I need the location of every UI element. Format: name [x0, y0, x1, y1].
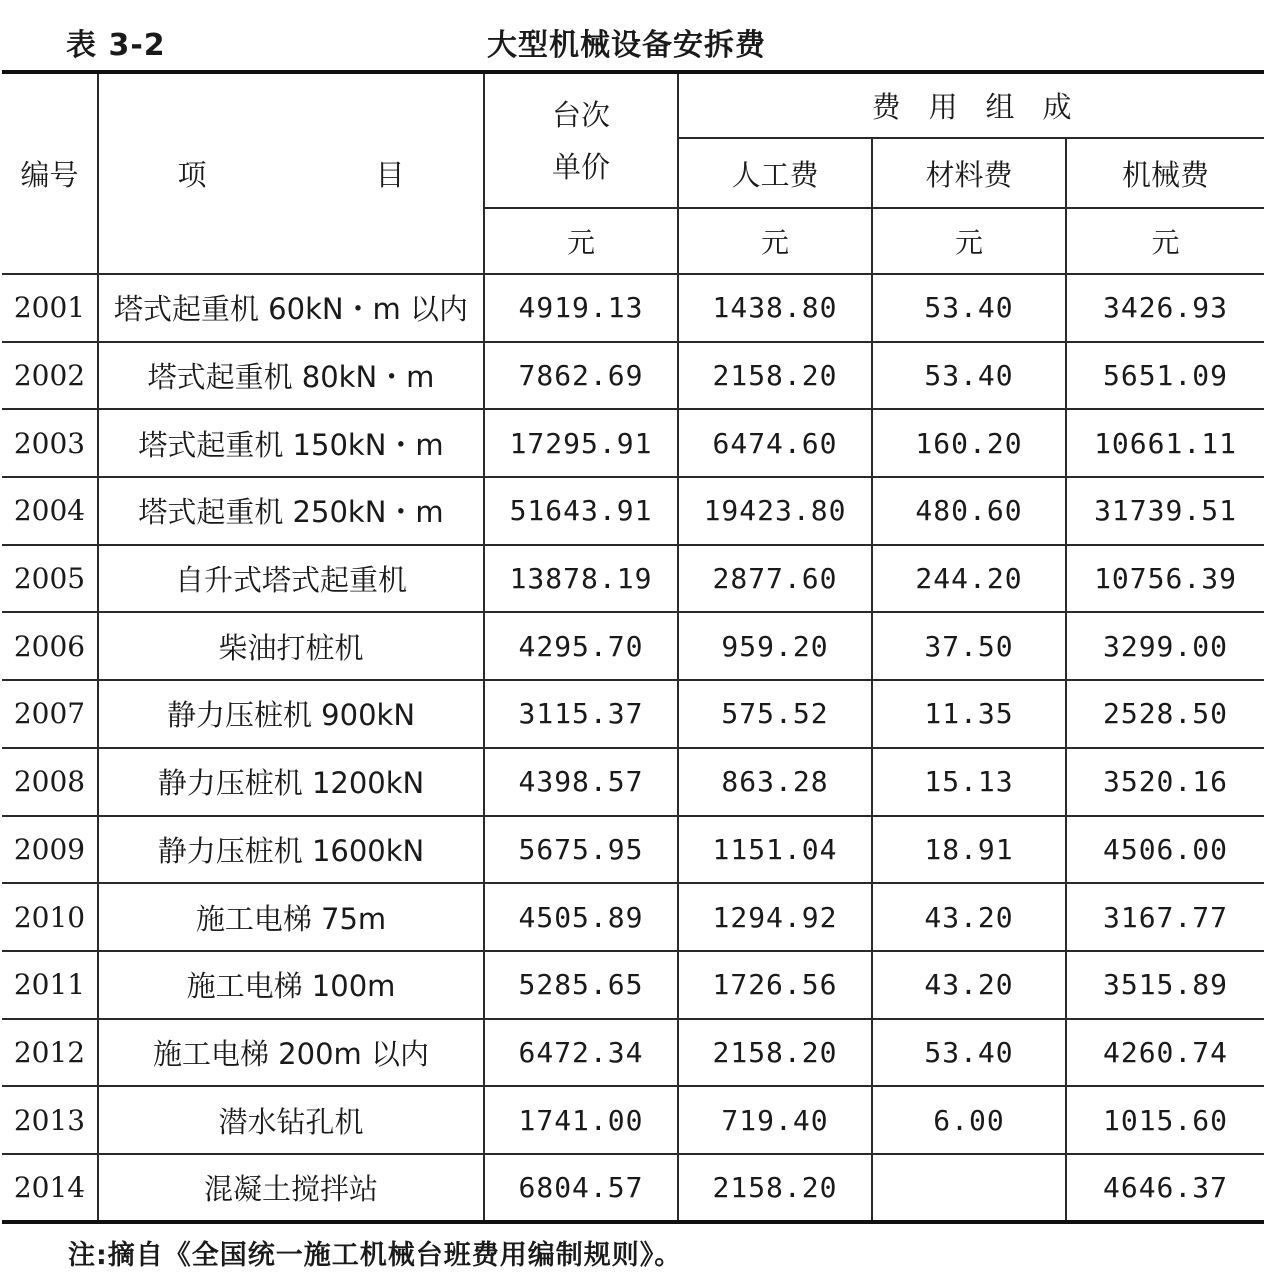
cell-item: 柴油打桩机: [98, 612, 484, 680]
cell-machinery: 3515.89: [1066, 951, 1264, 1019]
cell-machinery: 5651.09: [1066, 342, 1264, 410]
cell-material: 37.50: [872, 612, 1066, 680]
cell-item: 塔式起重机 60kN・m 以内: [98, 274, 484, 342]
cell-unit-price: 7862.69: [484, 342, 678, 410]
table-row: [2, 545, 1264, 613]
cell-labor: 2158.20: [678, 1154, 872, 1222]
table-row: [2, 409, 1264, 477]
cell-labor: 2158.20: [678, 1019, 872, 1087]
cell-material: 480.60: [872, 477, 1066, 545]
cell-unit-price: 13878.19: [484, 545, 678, 613]
cell-unit-price: 4919.13: [484, 274, 678, 342]
table-title: 大型机械设备安拆费: [487, 28, 766, 63]
header-item: 项 目: [98, 72, 484, 274]
cell-item: 塔式起重机 80kN・m: [98, 342, 484, 410]
cell-labor: 1726.56: [678, 951, 872, 1019]
cell-item: 静力压桩机 1200kN: [98, 748, 484, 816]
cell-material: 11.35: [872, 680, 1066, 748]
cell-machinery: 3167.77: [1066, 883, 1264, 951]
cell-labor: 2877.60: [678, 545, 872, 613]
cell-machinery: 3426.93: [1066, 274, 1264, 342]
cell-machinery: 4260.74: [1066, 1019, 1264, 1087]
cell-unit-price: 5285.65: [484, 951, 678, 1019]
cell-item: 施工电梯 75m: [98, 883, 484, 951]
cell-item: 施工电梯 100m: [98, 951, 484, 1019]
cell-labor: 1294.92: [678, 883, 872, 951]
cell-machinery: 4506.00: [1066, 816, 1264, 884]
table-row: [2, 951, 1264, 1019]
cell-material: 53.40: [872, 342, 1066, 410]
table-row: [2, 1086, 1264, 1154]
header-unit-price-line2: 单价: [551, 149, 610, 184]
table-row: [2, 1019, 1264, 1087]
table-note: 注:摘自《全国统一施工机械台班费用编制规则》。: [68, 1240, 683, 1271]
table-row: [2, 680, 1264, 748]
header-unit-price: [484, 72, 678, 208]
cell-item: 塔式起重机 150kN・m: [98, 409, 484, 477]
table-row: [2, 477, 1264, 545]
cell-item: 静力压桩机 1600kN: [98, 816, 484, 884]
cell-item: 潜水钻孔机: [98, 1086, 484, 1154]
cell-material: 43.20: [872, 883, 1066, 951]
cell-code: 2005: [2, 545, 98, 613]
cell-item: 混凝土搅拌站: [98, 1154, 484, 1222]
cell-machinery: 2528.50: [1066, 680, 1264, 748]
cell-item: 施工电梯 200m 以内: [98, 1019, 484, 1087]
header-material: 材料费: [872, 138, 1066, 208]
cell-material: 15.13: [872, 748, 1066, 816]
cell-unit-price: 3115.37: [484, 680, 678, 748]
table-row: [2, 816, 1264, 884]
table-row: [2, 342, 1264, 410]
cell-material: 53.40: [872, 274, 1066, 342]
cell-code: 2004: [2, 477, 98, 545]
header-unit-price-line1: 台次: [551, 97, 610, 132]
cell-labor: 6474.60: [678, 409, 872, 477]
cell-code: 2008: [2, 748, 98, 816]
cell-material: 43.20: [872, 951, 1066, 1019]
header-code: 编号: [2, 72, 98, 274]
cell-material: [872, 1154, 1066, 1222]
cell-code: 2002: [2, 342, 98, 410]
cell-code: 2006: [2, 612, 98, 680]
cell-labor: 1151.04: [678, 816, 872, 884]
cell-machinery: 3299.00: [1066, 612, 1264, 680]
cell-code: 2014: [2, 1154, 98, 1222]
table-caption: [0, 14, 1280, 64]
cell-item: 自升式塔式起重机: [98, 545, 484, 613]
cell-item: 静力压桩机 900kN: [98, 680, 484, 748]
unit-yuan-labor: 元: [678, 208, 872, 274]
cell-labor: 575.52: [678, 680, 872, 748]
cell-code: 2013: [2, 1086, 98, 1154]
cell-machinery: 10661.11: [1066, 409, 1264, 477]
cell-code: 2003: [2, 409, 98, 477]
cell-material: 160.20: [872, 409, 1066, 477]
cell-unit-price: 4505.89: [484, 883, 678, 951]
cell-item: 塔式起重机 250kN・m: [98, 477, 484, 545]
cell-machinery: 1015.60: [1066, 1086, 1264, 1154]
header-machinery: 机械费: [1066, 138, 1264, 208]
cell-labor: 863.28: [678, 748, 872, 816]
cell-code: 2010: [2, 883, 98, 951]
cell-code: 2011: [2, 951, 98, 1019]
cell-material: 18.91: [872, 816, 1066, 884]
cell-unit-price: 4398.57: [484, 748, 678, 816]
unit-yuan-unit-price: 元: [484, 208, 678, 274]
header-cost-group: 费用组成: [678, 72, 1264, 138]
unit-yuan-material: 元: [872, 208, 1066, 274]
cell-labor: 959.20: [678, 612, 872, 680]
cell-labor: 719.40: [678, 1086, 872, 1154]
table-row: [2, 883, 1264, 951]
cost-table: [2, 70, 1264, 1224]
cell-code: 2009: [2, 816, 98, 884]
cell-labor: 19423.80: [678, 477, 872, 545]
cell-unit-price: 6472.34: [484, 1019, 678, 1087]
table-number: 表 3-2: [66, 28, 166, 63]
cell-code: 2001: [2, 274, 98, 342]
table-row: [2, 612, 1264, 680]
cell-material: 53.40: [872, 1019, 1066, 1087]
cell-code: 2012: [2, 1019, 98, 1087]
table-header: [2, 72, 1264, 274]
cell-machinery: 4646.37: [1066, 1154, 1264, 1222]
cell-unit-price: 6804.57: [484, 1154, 678, 1222]
cell-unit-price: 51643.91: [484, 477, 678, 545]
cell-labor: 1438.80: [678, 274, 872, 342]
cell-code: 2007: [2, 680, 98, 748]
table-row: [2, 1154, 1264, 1222]
cell-machinery: 3520.16: [1066, 748, 1264, 816]
cell-machinery: 10756.39: [1066, 545, 1264, 613]
cell-labor: 2158.20: [678, 342, 872, 410]
cell-unit-price: 5675.95: [484, 816, 678, 884]
table-row: [2, 274, 1264, 342]
cell-unit-price: 4295.70: [484, 612, 678, 680]
cell-material: 244.20: [872, 545, 1066, 613]
cell-machinery: 31739.51: [1066, 477, 1264, 545]
cell-unit-price: 1741.00: [484, 1086, 678, 1154]
table-body: [2, 274, 1264, 1222]
cell-material: 6.00: [872, 1086, 1066, 1154]
unit-yuan-machinery: 元: [1066, 208, 1264, 274]
cell-unit-price: 17295.91: [484, 409, 678, 477]
header-labor: 人工费: [678, 138, 872, 208]
table-row: [2, 748, 1264, 816]
